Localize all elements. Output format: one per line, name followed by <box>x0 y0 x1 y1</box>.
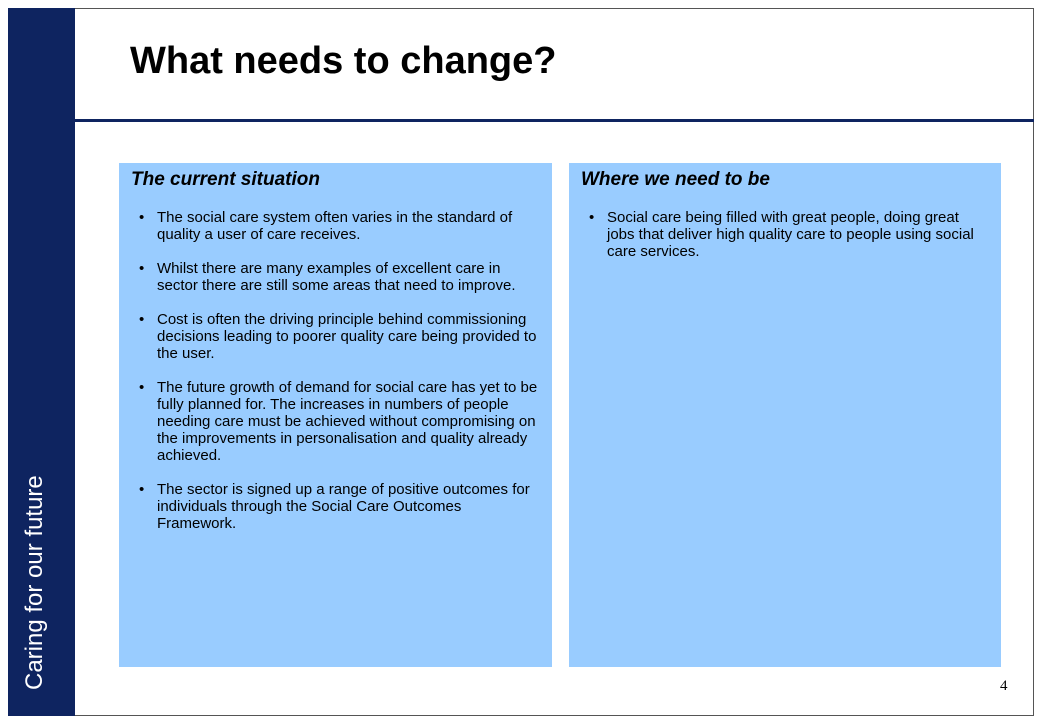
page-title: What needs to change? <box>130 40 557 82</box>
list-item <box>131 311 538 362</box>
current-situation-list <box>131 209 538 532</box>
bullet-text: Cost is often the driving principle behind commissioning decisions leading to poorer quality care being provided to the user. <box>157 311 537 362</box>
current-situation-panel <box>119 163 552 667</box>
where-we-need-to-be-heading: Where we need to be <box>581 169 770 190</box>
list-item <box>131 209 538 243</box>
bullet-text: Whilst there are many examples of excellent care in sector there are still some areas that need to improve. <box>157 260 516 294</box>
page-number: 4 <box>1000 678 1008 694</box>
bullet-text: Social care being filled with great people, doing great jobs that deliver high quality care to people using social care services. <box>607 209 974 260</box>
where-we-need-to-be-list <box>581 209 987 260</box>
bullet-icon: • <box>139 260 145 277</box>
list-item <box>131 379 538 464</box>
sidebar: Caring for our future <box>8 8 75 716</box>
bullet-icon: • <box>139 311 145 328</box>
bullet-icon: • <box>139 481 145 498</box>
bullet-icon: • <box>139 379 145 396</box>
bullet-text: The sector is signed up a range of positive outcomes for individuals through the Social Care Outcomes Framework. <box>157 481 530 532</box>
title-divider <box>75 119 1034 122</box>
list-item <box>131 260 538 294</box>
bullet-text: The social care system often varies in the standard of quality a user of care receives. <box>157 209 513 243</box>
list-item <box>131 481 538 532</box>
list-item <box>581 209 987 260</box>
bullet-text: The future growth of demand for social care has yet to be fully planned for. The increases in numbers of people needing care must be achieved without compromising on the improvements in personalisation and quality already achieved. <box>157 379 538 464</box>
bullet-icon: • <box>589 209 595 226</box>
bullet-icon: • <box>139 209 145 226</box>
current-situation-heading: The current situation <box>131 169 320 190</box>
where-we-need-to-be-panel <box>569 163 1001 667</box>
